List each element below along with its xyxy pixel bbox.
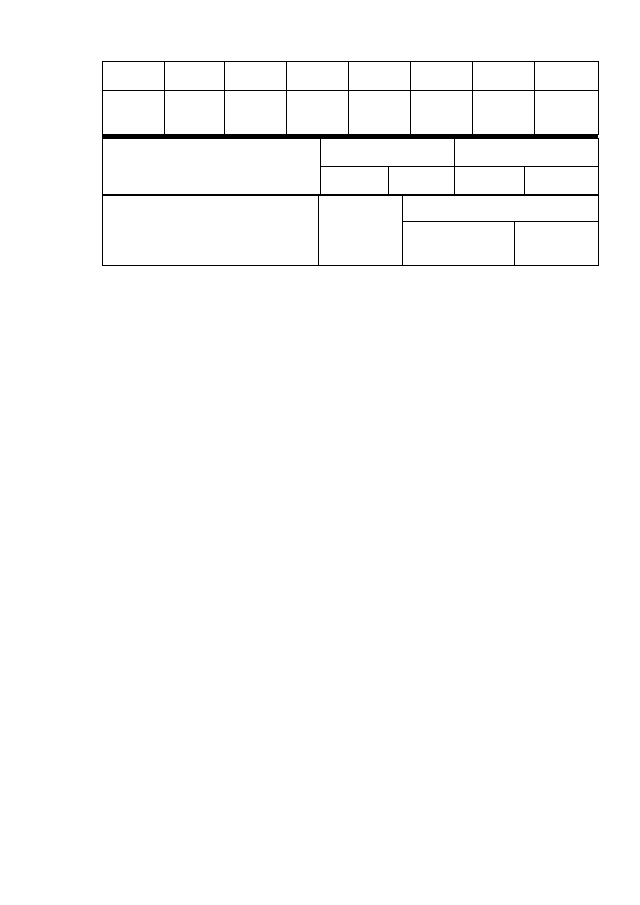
col-mun-header (403, 222, 515, 266)
col-share-header (403, 196, 599, 222)
col-size-header (321, 139, 455, 167)
month-value (535, 91, 599, 135)
document-content (102, 59, 598, 266)
month-header (349, 62, 411, 91)
month-header-label (103, 62, 165, 91)
month-header (535, 62, 599, 91)
month-value (165, 91, 225, 135)
period-header (321, 167, 389, 195)
monthly-sum-table (102, 61, 599, 135)
month-value (349, 91, 411, 135)
month-value (287, 91, 349, 135)
month-header (287, 62, 349, 91)
col-count-header (319, 196, 403, 266)
col-service-header (103, 139, 321, 195)
period-header (525, 167, 599, 195)
period-header (389, 167, 455, 195)
tariffs-table (102, 138, 599, 195)
differentiation-table (102, 195, 599, 266)
period-header (455, 167, 525, 195)
month-header (225, 62, 287, 91)
month-header (165, 62, 225, 91)
month-header (411, 62, 473, 91)
month-value (225, 91, 287, 135)
col-population-header (103, 196, 319, 266)
col-rate-header (455, 139, 599, 167)
col-chr-header (515, 222, 599, 266)
month-value (473, 91, 535, 135)
month-value (411, 91, 473, 135)
sum-row-label (103, 91, 165, 135)
month-header (473, 62, 535, 91)
